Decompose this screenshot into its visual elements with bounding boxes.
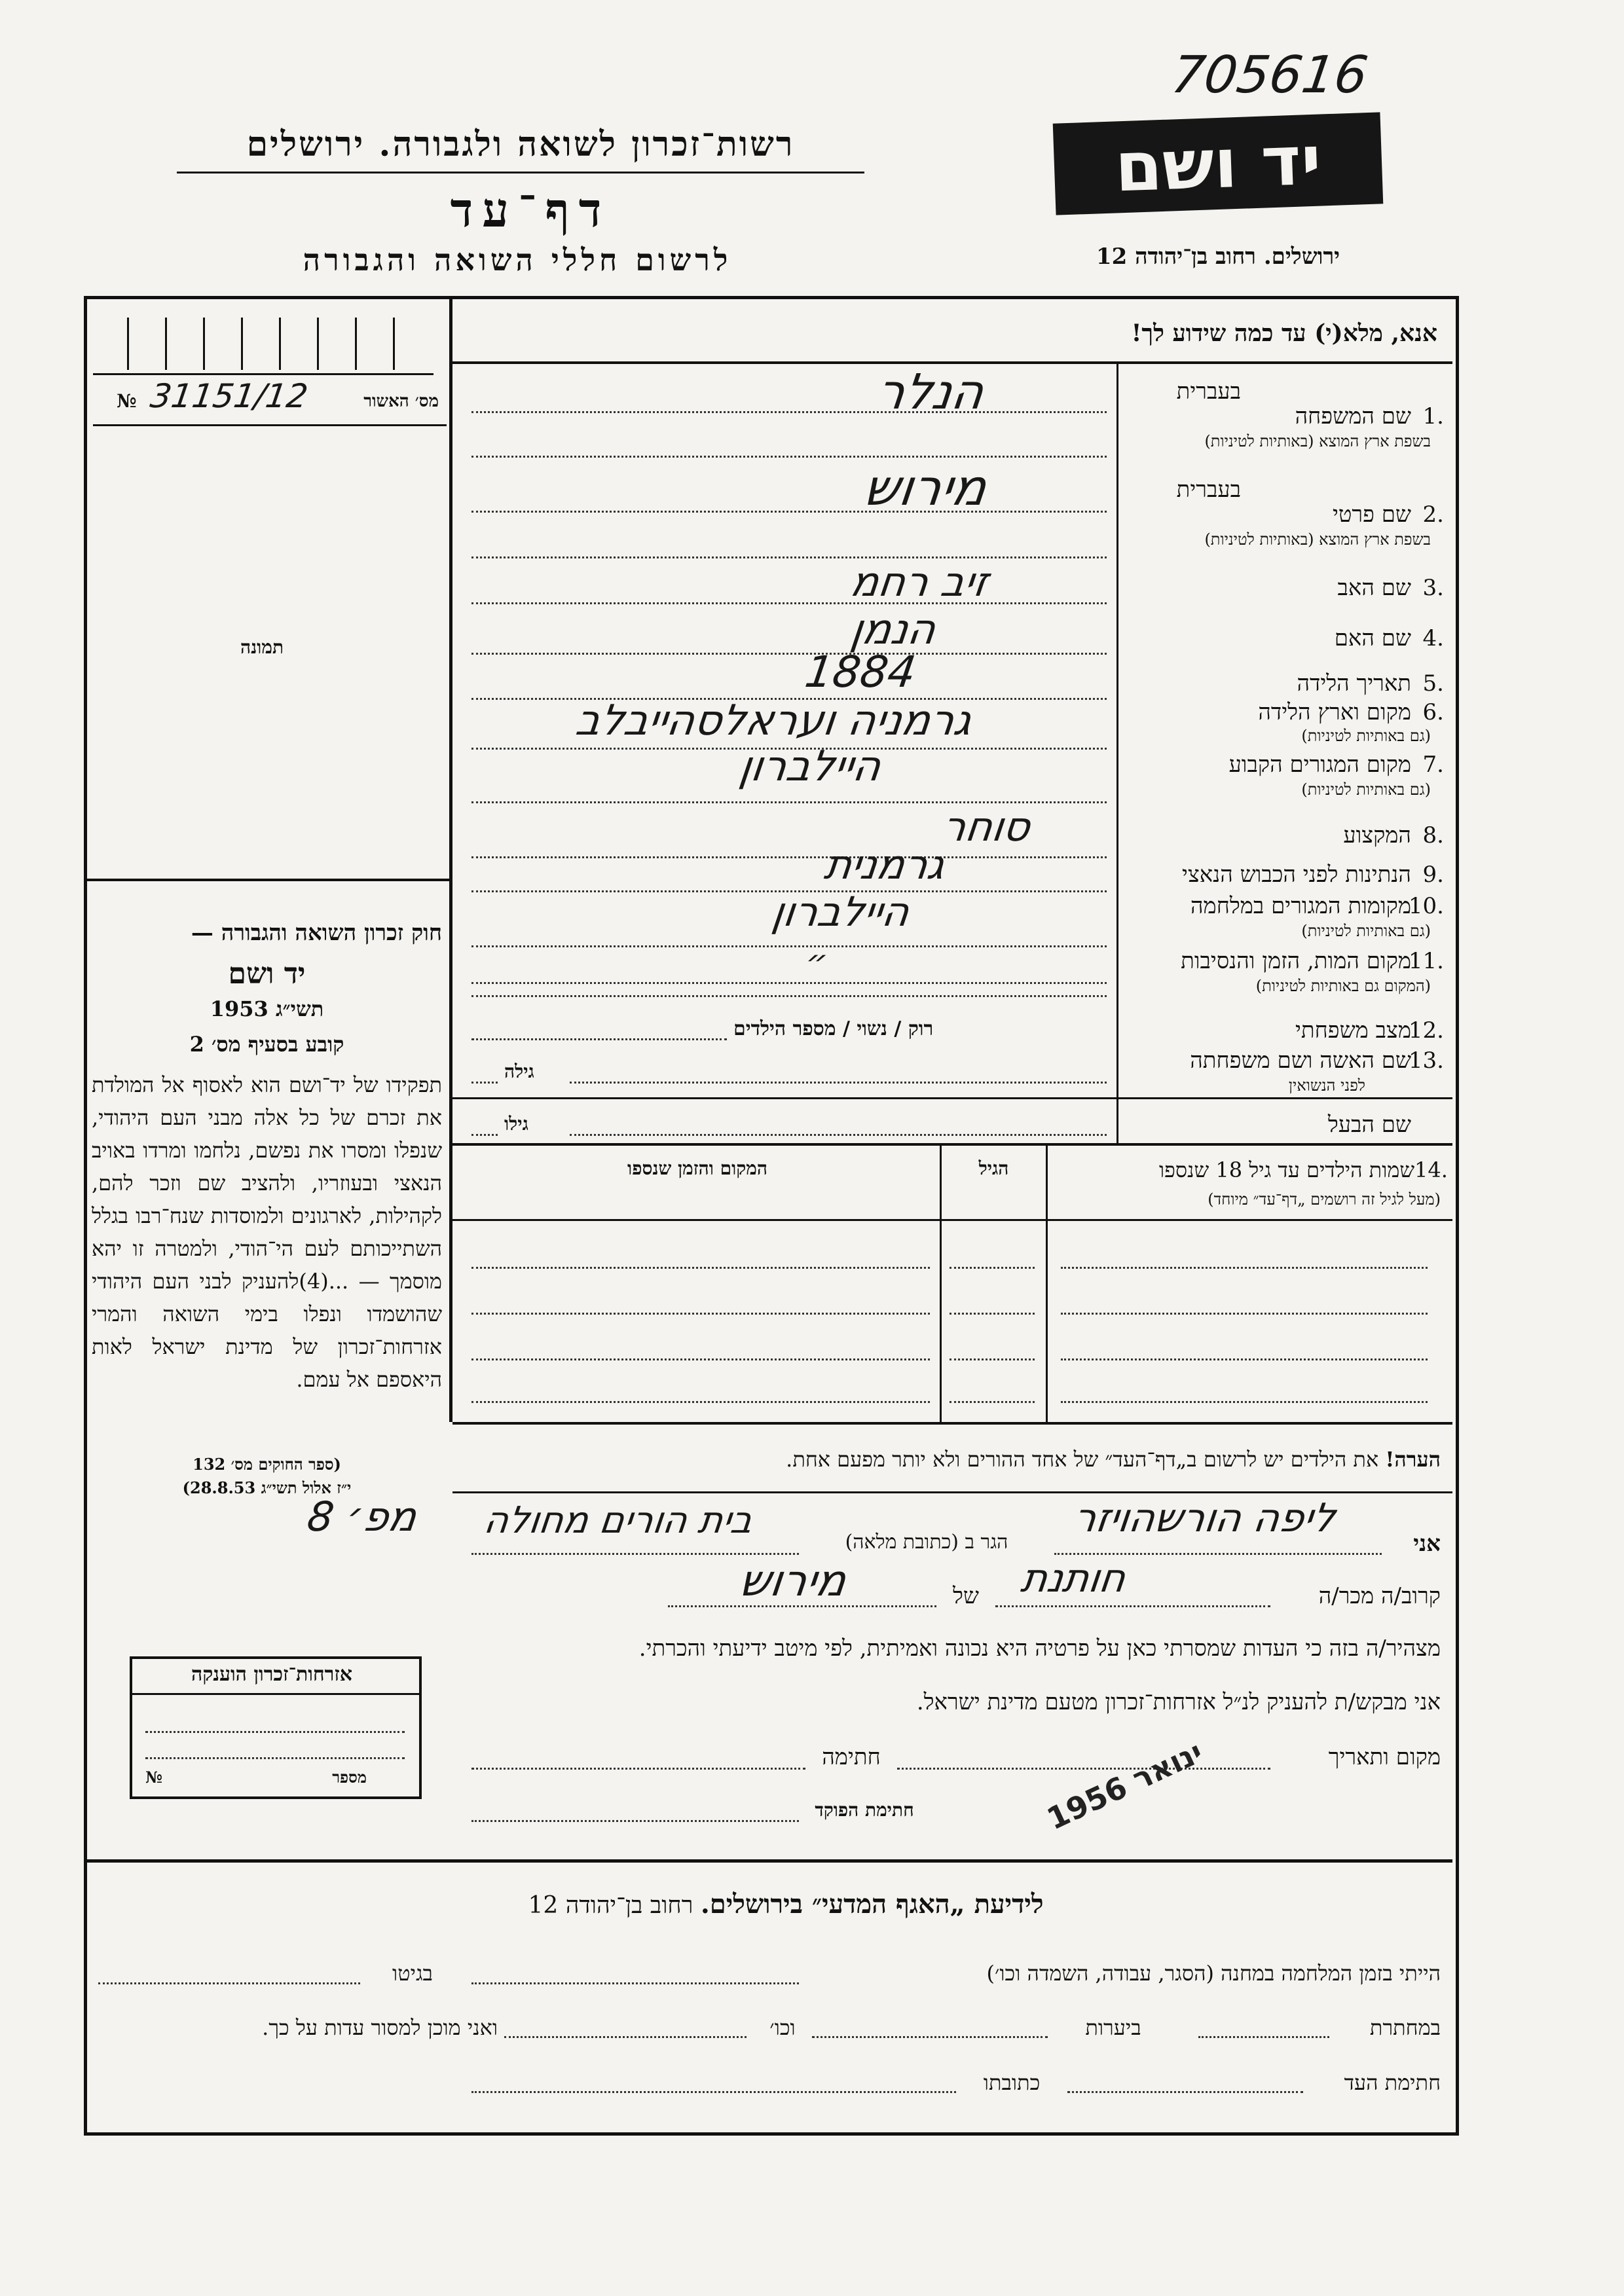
footer-line2-b: ביערות [1085,2015,1141,2040]
field-1-label: שם המשפחה [1295,403,1411,429]
footer-divider [87,1859,1452,1863]
field-1 [458,364,1444,456]
authority-underline [177,172,864,173]
field-11 [458,943,1444,1007]
declarant-name[interactable]: ליפה הורשהויזר [1071,1495,1338,1541]
authority-name: רשות־זכרון לשואה ולגבורה. ירושלים [246,124,795,164]
law-title: חוק זכרון השואה והגבורה — [191,920,442,946]
field-9-label: הנתינות לפני הכבוש הנאצי [1182,862,1411,888]
husband-row [458,1100,1444,1143]
cert-underline [93,424,447,426]
children-header-divider [452,1219,1452,1221]
law-name: יד ושם [228,957,306,991]
field-11-label: מקום המות, הזמן והנסיבות [1181,948,1411,974]
field-4-label: שם האם [1334,625,1411,651]
field-5-num: 5. [1422,670,1444,697]
field-13-num: 13. [1408,1048,1444,1074]
file-number: 705616 [1168,46,1372,105]
note-text: את הילדים יש לרשום ב„דף־העד״ של אחד ההורים ולא יותר מפעם אחת. [786,1447,1379,1472]
field-7-num: 7. [1422,752,1444,778]
place-date-label: מקום ותאריך [1328,1744,1441,1770]
footer-line3-a: חתימת העד [1344,2070,1441,2095]
field-7-sub: (גם באותיות לטיניות) [1301,780,1431,799]
children-label: שמות הילדים עד גיל 18 שנספו [1158,1157,1414,1182]
field-11-extra-line [471,995,1107,997]
field-5-label: תאריך הלידה [1297,670,1411,697]
footer-title-row [393,1889,1179,1920]
field-10-sub: (גם באותיות לטיניות) [1301,922,1431,940]
relation-value[interactable]: חותנת [1018,1556,1129,1601]
field-10 [458,888,1444,948]
field-2-num: 2. [1422,501,1444,528]
law-ref-2: י״ז אלול תשי״ג 28.8.53) [182,1478,352,1497]
field-8 [458,803,1444,859]
field-4-num: 4. [1422,625,1444,651]
date-stamp: ינואר 1956 [1041,1734,1208,1837]
field-13-sub: לפני הנשואין [1288,1076,1365,1095]
footer-line2-c: וכו׳ [769,2015,796,2040]
signature-label: חתימה [822,1744,881,1770]
field-2-heb-tag: בעברית [1176,477,1241,503]
field-5 [458,647,1444,701]
field-9-num: 9. [1422,862,1444,888]
left-column-divider [449,299,452,1422]
field-11-value[interactable]: ״ [802,943,830,982]
header-address: ירושלים. רחוב בן־יהודה 12 [1096,244,1340,270]
husband-age-label: גילו [504,1113,528,1135]
cert-number: 31151/12 [147,377,310,415]
field-8-num: 8. [1422,822,1444,848]
law-text: תפקידו של יד־ושם הוא לאסוף אל המולדת את זכרם של כל אלה מבני העם היהודי, שנפלו ומסרו את נפשם, נלחמו ומרדו באויב הנאצי ובעוזריו, ולהציב שם וזכר להם, לקהילות, לארגונים ולמוסדות שנח־רבו בגלל השתייכותם לעם הי־הודי, ולמטרה זו יהא מוסמך — ...(4)להעניק לבני העם היהודי שהושמדו ונפלו בימי השואה והמרי אזרחות־זכרון של מדינת ישראל לאות היאספם אל עמם. [92,1072,443,1392]
field-3 [458,558,1444,608]
children-place-col: המקום והזמן שנספו [627,1157,767,1179]
footer-line3-b: כתובתו [983,2070,1041,2095]
field-3-label: שם האב [1337,575,1411,601]
note-label: הערה! [1385,1447,1441,1472]
field-7-value[interactable]: היילברון [736,742,885,791]
field-10-label: מקומות המגורים במלחמה [1190,893,1411,919]
resides-label: הגר ב (כתובת מלאה) [845,1531,1008,1554]
photo-box-bottom [84,879,451,881]
of-value[interactable]: מירוש [736,1556,850,1606]
field-6-value[interactable]: גרמניה ועראלסהייבלב [572,697,975,745]
photo-label: תמונה [240,636,284,658]
field-3-value[interactable]: זיב רחמ [847,558,991,606]
field-2 [458,458,1444,550]
of-label: של [953,1583,979,1609]
field-5-value[interactable]: 1884 [802,647,919,697]
field-12-num: 12. [1408,1017,1444,1044]
note-divider [452,1491,1452,1493]
cert-cell [93,314,434,375]
field-12-options[interactable]: רוק / נשוי / מספר הילדים [733,1017,934,1040]
children-top-divider [452,1143,1452,1146]
field-10-value[interactable]: היילברון [769,888,913,936]
yad-vashem-logo [1053,112,1384,215]
form-title: דף־עד [450,182,611,238]
field-1-num: 1. [1422,403,1444,429]
field-9-value[interactable]: גרמנית [821,841,948,888]
footer-line2-a: במחתרת [1369,2015,1441,2040]
field-13-label: שם האשה ושם משפחתה [1190,1048,1411,1074]
law-year: תשי״ג 1953 [210,996,324,1021]
field-7 [458,742,1444,804]
footer-line1-a: הייתי בזמן המלחמה במחנה (הסגר, עבודה, השמדה וכו׳) [986,1961,1441,1986]
address-value[interactable]: בית הורים מחולה [481,1499,756,1542]
field-13-divider [452,1097,1452,1099]
field-2-value[interactable]: מירוש [860,458,991,517]
field-6-num: 6. [1422,699,1444,725]
relative-label: קרוב/ה מכר/ה [1318,1583,1441,1609]
field-7-label: מקום המגורים הקבוע [1228,752,1411,778]
statement: מצהיר/ה בזה כי העדות שמסרתי כאן על פרטיה היא נכונה ואמיתית, לפי מיטב ידיעתי והכרתי. [638,1635,1441,1662]
margin-signature: מפ׳ 8 [304,1493,420,1540]
field-8-value[interactable]: סוחר [939,803,1033,850]
field-11-num: 11. [1408,948,1444,974]
field-6-sub: (גם באותיות לטיניות) [1301,727,1431,745]
footer-address: רחוב בן־יהודה 12 [528,1892,693,1919]
cert-label: מס׳ האשור [363,392,439,411]
field-6-label: מקום וארץ הלידה [1258,699,1411,725]
citizenship-no-symbol: № [145,1768,163,1787]
husband-label: שם הבעל [1327,1112,1411,1138]
children-num: 14. [1414,1157,1448,1182]
field-6 [458,699,1444,752]
intro-instruction: אנא, מלא(י) עד כמה שידוע לך! [1131,319,1437,347]
field-12-label: מצב משפחתי [1295,1017,1411,1044]
field-9 [458,841,1444,893]
field-4-value[interactable]: הנמן [847,606,939,654]
form-subtitle: לרשום חללי השואה והגבורה [303,242,732,278]
cert-no-symbol: № [117,390,137,412]
footer-line2-d: ואני מוכן למסור עדות על כך. [262,2015,498,2040]
declaration-i-label: אני [1413,1531,1441,1557]
law-ref-1: (ספר החוקים מס׳ 132 [193,1455,341,1474]
note [458,1447,1441,1472]
wife-age-label: גילה [504,1061,534,1082]
field-1-heb-tag: בעברית [1176,378,1241,405]
children-col-age-right [1046,1146,1048,1424]
field-10-num: 10. [1408,893,1444,919]
children-age-col: הגיל [978,1157,1009,1179]
children-bottom-divider [452,1422,1452,1425]
children-col-age-left [940,1146,942,1424]
field-1-value[interactable]: הנלר [873,364,987,420]
citizenship-box-title: אזרחות־זכרון הוענקה [191,1663,353,1686]
field-3-num: 3. [1422,575,1444,601]
field-4 [458,606,1444,658]
children-sub: (מעל לגיל זה רושמים „דף־עד״ מיוחד) [1208,1190,1441,1209]
logo-text: יד ושם [1113,120,1323,208]
field-12 [458,1010,1444,1049]
footer-line1-b: בגיטו [392,1961,433,1986]
citizenship-number-label: מספר [332,1768,367,1787]
field-1-sub: בשפת ארץ המוצא (באותיות לטיניות) [1204,432,1431,450]
field-13 [458,1048,1444,1099]
officer-label: חתימת הפוקד [815,1799,914,1821]
field-8-label: המקצוע [1343,822,1411,848]
cert-boxes [93,314,447,378]
request: אני מבקש/ת להעניק לנ״ל אזרחות־זכרון מטעם מדינת ישראל. [916,1689,1441,1715]
law-section: קובע בסעיף מס׳ 2 [189,1032,344,1057]
field-11-sub: (המקום גם באותיות לטיניות) [1255,977,1431,995]
field-2-label: שם פרטי [1332,501,1411,528]
footer-title: לידיעת „האגף המדעי״ בירושלים. [700,1889,1044,1920]
field-2-sub: בשפת ארץ המוצא (באותיות לטיניות) [1204,530,1431,549]
